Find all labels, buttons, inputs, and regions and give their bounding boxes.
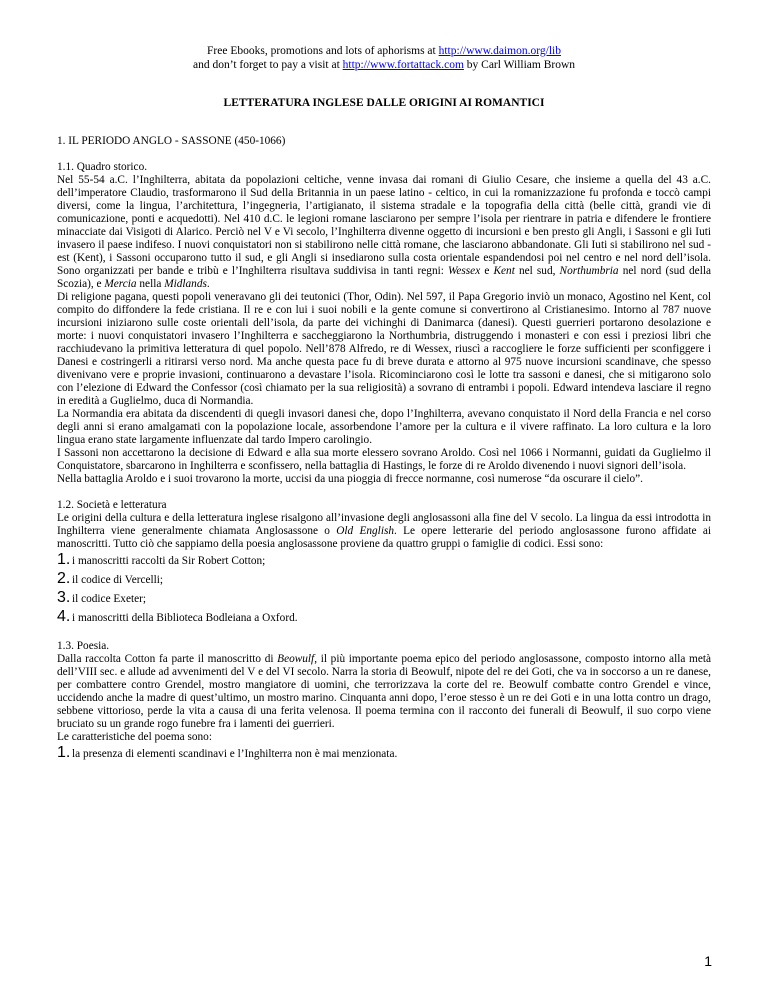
paragraph: Le origini della cultura e della letteratura inglese risalgono all’invasione degli anglosassoni alla fine del V secolo. La lingua da essi introdotta in Inghilterra viene generalmente chiamata Anglosassone o Old English. Le opere letterarie del periodo anglosassone furono affidate ai manoscritti. Tutto ciò che sappiamo della poesia anglosassone proviene da quattro gruppi o famiglie di codici. Essi sono:: [57, 512, 711, 550]
header-line-1: Free Ebooks, promotions and lots of aphorisms at http://www.daimon.org/lib: [207, 45, 561, 57]
list-item: 1. la presenza di elementi scandinavi e l’Inghilterra non è mai menzionata.: [57, 744, 398, 761]
page-header: [57, 44, 711, 72]
paragraph: Nella battaglia Aroldo e i suoi trovarono la morte, uccisi da una pioggia di frecce normanne, così numerose “da oscurare il cielo”.: [57, 473, 643, 485]
subsection-1-3: [57, 640, 711, 763]
section-heading-1: 1. IL PERIODO ANGLO - SASSONE (450-1066): [57, 135, 286, 147]
paragraph: La Normandia era abitata da discendenti di quegli invasori danesi che, dopo l’Inghilterra, avevano conquistato il Nord della Francia e nel corso degli anni si erano amalgamati con la popolazione locale, assorbendone l’amore per la cultura e il vivere raffinato. La loro cultura e la loro lingua erano state largamente influenzate dal tardo Impero carolingio.: [57, 408, 711, 446]
subsection-1-1: [57, 161, 711, 486]
list-item: 1. i manoscritti raccolti da Sir Robert Cotton;: [57, 551, 266, 568]
paragraph: Dalla raccolta Cotton fa parte il manoscritto di Beowulf, il più importante poema epico del periodo anglosassone, composto intorno alla metà dell’VIII sec. e allude ad avvenimenti del V e del VI secolo. Narra la storia di Beowulf, nipote del re dei Goti, che va in soccorso a un re danese, per combattere contro Grendel, mostro mangiatore di uomini, che terrorizzava la corte del re. Beowulf combatte contro Grendel e vince, uccidendo anche la madre di quest’ultimo, un mostro marino. Cinquanta anni dopo, l’eroe stesso è un re dei Goti e in una lotta contro un drago, sebbene vittorioso, perde la vita a causa di una ferita velenosa. Il poema termina con il racconto dei funerali di Beowulf, il suo corpo viene bruciato su un grande rogo funebre fra i lamenti dei guerrieri.: [57, 653, 711, 730]
paragraph: Le caratteristiche del poema sono:: [57, 731, 212, 743]
list-item: 4. i manoscritti della Biblioteca Bodleiana a Oxford.: [57, 608, 298, 625]
page-content: [57, 44, 711, 763]
subsection-heading: 1.1. Quadro storico.: [57, 161, 148, 173]
paragraph: I Sassoni non accettarono la decisione di Edward e alla sua morte elessero sovrano Aroldo. Così nel 1066 i Normanni, guidati da Guglielmo il Conquistatore, sbarcarono in Inghilterra e sconfissero, nella battaglia di Hastings, le forze di re Aroldo divenendo i nuovi signori dell’isola.: [57, 447, 711, 472]
header-line-2: and don’t forget to pay a visit at http://www.fortattack.com by Carl William Brown: [192, 59, 576, 71]
features-list: [57, 744, 711, 763]
paragraph: Nel 55-54 a.C. l’Inghilterra, abitata da popolazioni celtiche, venne invasa dai romani di Giulio Cesare, che insieme a quella del 43 a.C. dell’imperatore Claudio, trasformarono il Sud della Britannia in un paese latino - celtico, in cui la romanizzazione fu profonda e toccò campi diversi, come la lingua, l’architettura, l’ingegneria, l’artigianato, il sistema stradale e la topografia della città (belle città, grandi vie di comunicazione, ponti e acquedotti). Nel 410 d.C. le legioni romane lasciarono per sempre l’isola per rientrare in patria e difendere le frontiere minacciate dai Visigoti di Alarico. Perciò nel V e Vi secolo, l’Inghilterra divenne oggetto di incursioni e ben presto gli Angli, i Sassoni e gli Iuti invasero il paese indifeso. I nuovi conquistatori non si stabilirono nelle città romane, che lasciarono abbandonate. Gli Iuti si stabilirono nel sud - est (Kent), i Sassoni occuparono tutto il sud, e gli Angli si insediarono sulla costa orientale espandendosi poi nel centro e nel nord dell’isola. Sono organizzati per bande e tribù e l’Inghilterra risultava suddivisa in tanti regni: Wessex e Kent nel sud, Northumbria nel nord (sud della Scozia), e Mercia nella Midlands.: [57, 174, 711, 290]
daimon-link[interactable]: http://www.daimon.org/lib: [438, 45, 561, 57]
paragraph: Di religione pagana, questi popoli veneravano gli dei teutonici (Thor, Odin). Nel 597, il Papa Gregorio inviò un monaco, Agostino nel Kent, col compito do diffondere la fede cristiana. Il re e con lui i suoi nobili e la gente comune si convertirono al Cristianesimo. Intorno al 787 nuove incursioni iniziarono sulle coste orientali dell’isola, da parte dei vichinghi di Danimarca (danesi). Questi guerrieri portarono desolazione e morte: i nuovi conquistatori invasero l’Inghilterra e saccheggiarono la Northumbria, distruggendo i monasteri e con essi i preziosi libri che racchiudevano la primitiva letteratura di quel popolo. Nell’878 Alfredo, re di Wessex, riuscì a raccogliere le forze sufficienti per sconfiggere i Danesi e costringerli a ritirarsi verso nord. Ma anche questa pace fu di breve durata e attorno al 975 nuove incursioni scandinave, che spesso divenivano vere e proprie invasioni, continuarono a devastare l’isola. Ricominciarono così le lotte tra sassoni e danesi, che si mitigarono solo con l’elezione di Edward the Confessor (così chiamato per la sua religiosità) a sovrano di entrambi i popoli. Edward intendeva lasciare il regno in eredità a Guglielmo, duca di Normandia.: [57, 291, 711, 407]
subsection-heading: 1.2. Società e letteratura: [57, 499, 167, 511]
list-item: 3. il codice Exeter;: [57, 589, 147, 606]
page-number: 1: [704, 953, 712, 969]
fortattack-link[interactable]: http://www.fortattack.com: [342, 59, 464, 71]
subsection-1-2: [57, 499, 711, 627]
list-item: 2. il codice di Vercelli;: [57, 570, 164, 587]
subsection-heading: 1.3. Poesia.: [57, 640, 110, 652]
document-title: LETTERATURA INGLESE DALLE ORIGINI AI ROMANTICI: [223, 97, 545, 109]
codex-list: [57, 551, 711, 627]
